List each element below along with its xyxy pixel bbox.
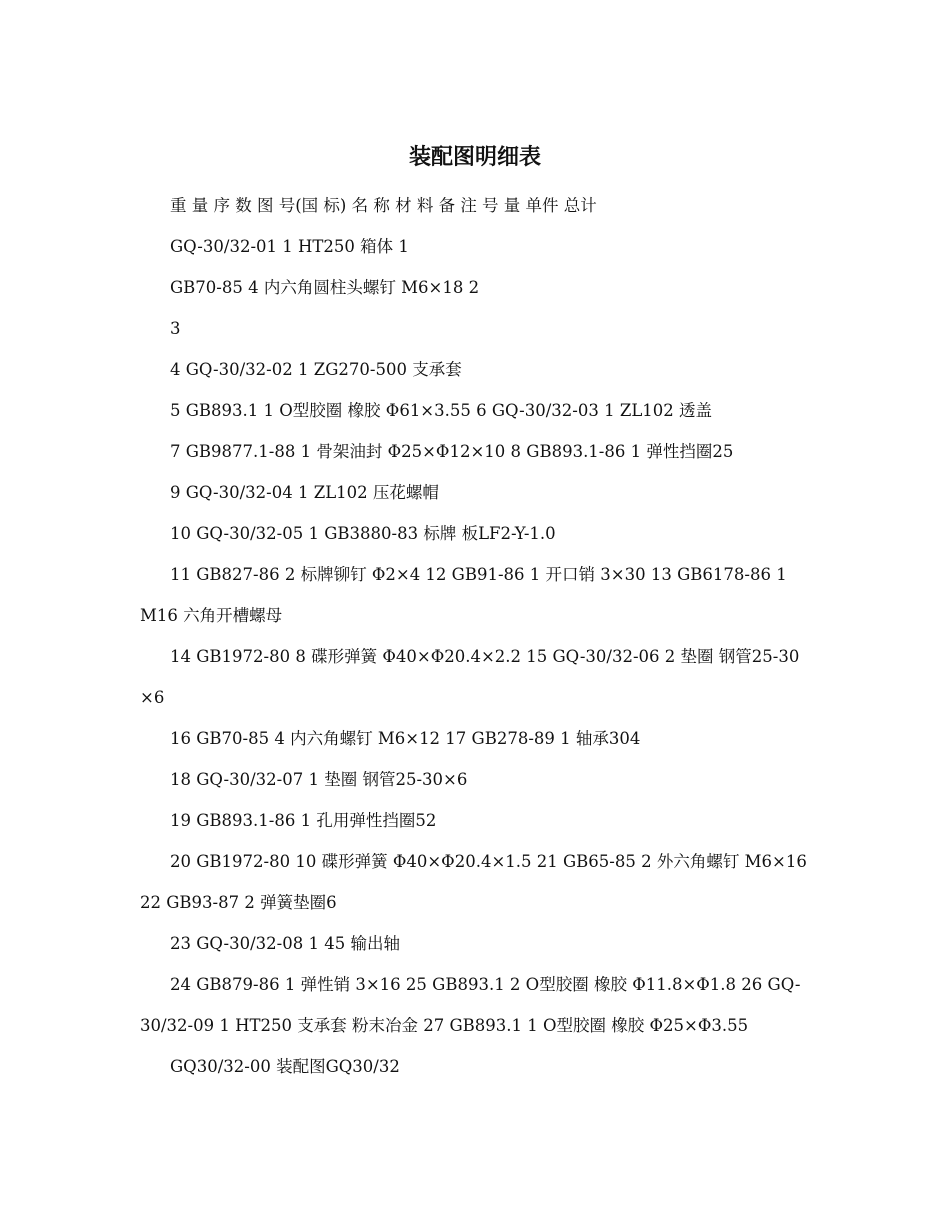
list-item: 16 GB70-85 4 内六角螺钉 M6×12 17 GB278-89 1 轴承304 xyxy=(170,729,641,748)
list-item: 14 GB1972-80 8 碟形弹簧 Φ40×Φ20.4×2.2 15 GQ-30/32-06 2 垫圈 钢管25-30×6 xyxy=(140,647,800,707)
list-item: GQ-30/32-01 1 HT250 箱体 1 xyxy=(170,237,409,256)
document-title: 装配图明细表 xyxy=(408,144,541,170)
list-item: GB70-85 4 内六角圆柱头螺钉 M6×18 2 xyxy=(170,278,480,297)
list-item: 24 GB879-86 1 弹性销 3×16 25 GB893.1 2 O型胶圈 橡胶 Φ11.8×Φ1.8 26 GQ-30/32-09 1 HT250 支承套 粉末冶金 27 GB893.1 1 O型胶圈 橡胶 Φ25×Φ3.55 xyxy=(140,975,801,1035)
list-item: 11 GB827-86 2 标牌铆钉 Φ2×4 12 GB91-86 1 开口销 3×30 13 GB6178-86 1 M16 六角开槽螺母 xyxy=(140,565,787,625)
table-header-line: 重 量 序 数 图 号(国 标) 名 称 材 料 备 注 号 量 单件 总计 xyxy=(170,196,597,215)
document-body xyxy=(140,185,808,1087)
list-item: 10 GQ-30/32-05 1 GB3880-83 标牌 板LF2-Y-1.0 xyxy=(170,524,556,543)
list-item: 9 GQ-30/32-04 1 ZL102 压花螺帽 xyxy=(170,483,439,502)
list-item: 20 GB1972-80 10 碟形弹簧 Φ40×Φ20.4×1.5 21 GB65-85 2 外六角螺钉 M6×16 22 GB93-87 2 弹簧垫圈6 xyxy=(140,852,807,912)
list-item: 5 GB893.1 1 O型胶圈 橡胶 Φ61×3.55 6 GQ-30/32-03 1 ZL102 透盖 xyxy=(170,401,713,420)
list-item: 3 xyxy=(170,319,181,338)
list-item: GQ30/32-00 装配图GQ30/32 xyxy=(170,1057,400,1076)
list-item: 18 GQ-30/32-07 1 垫圈 钢管25-30×6 xyxy=(170,770,468,789)
list-item: 23 GQ-30/32-08 1 45 输出轴 xyxy=(170,934,400,953)
list-item: 4 GQ-30/32-02 1 ZG270-500 支承套 xyxy=(170,360,462,379)
list-item: 7 GB9877.1-88 1 骨架油封 Φ25×Φ12×10 8 GB893.1-86 1 弹性挡圈25 xyxy=(170,442,734,461)
list-item: 19 GB893.1-86 1 孔用弹性挡圈52 xyxy=(170,811,437,830)
